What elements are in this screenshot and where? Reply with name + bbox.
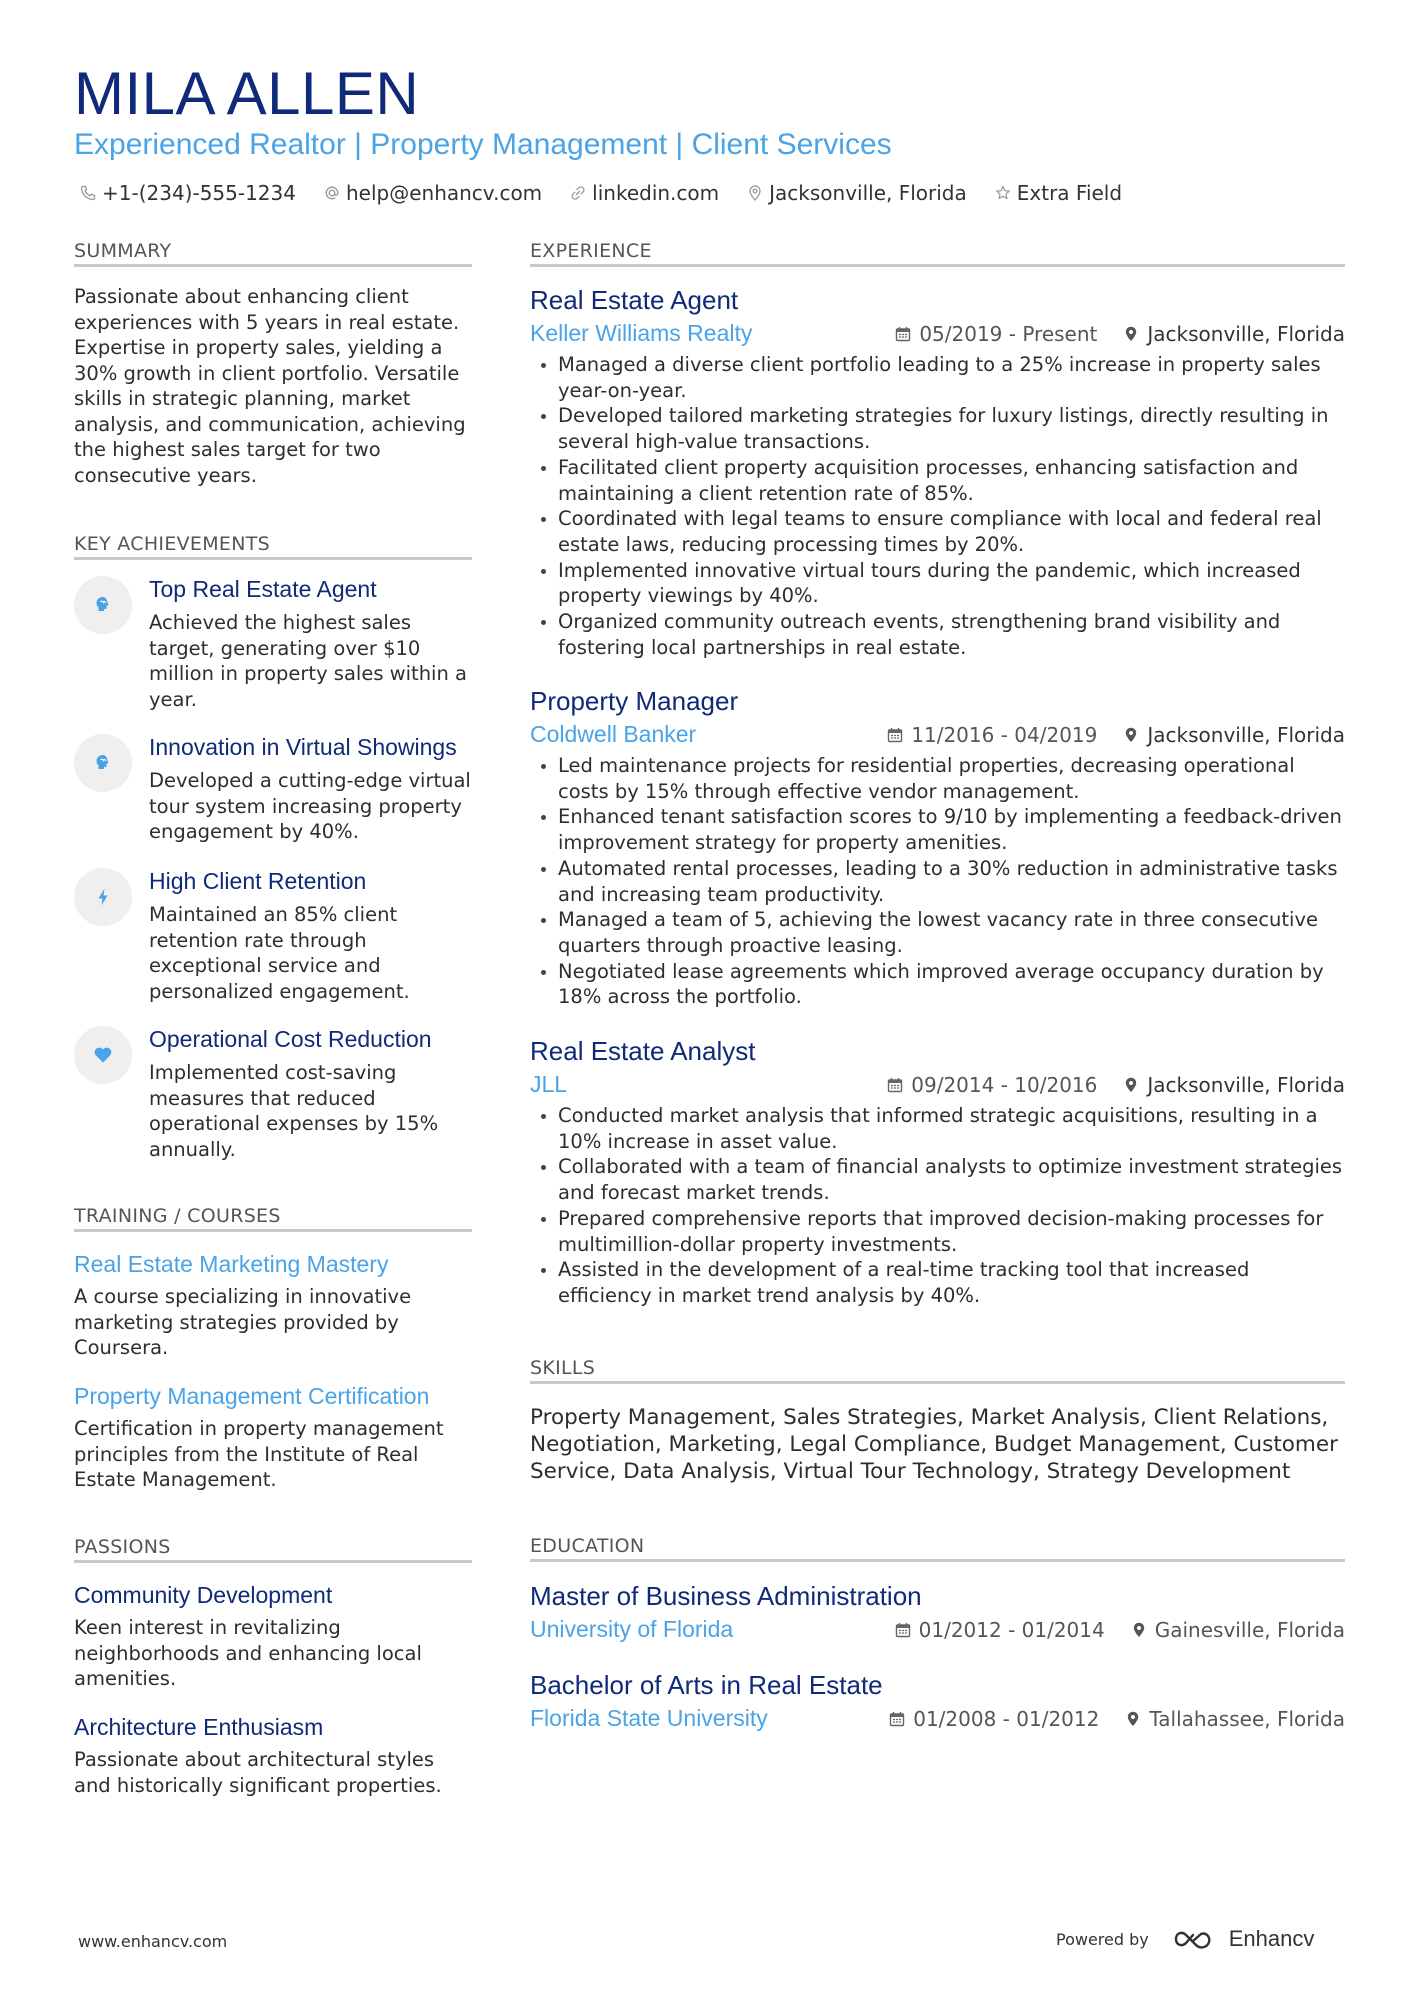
job-bullet: Negotiated lease agreements which improved average occupancy duration by 18% across the portfolio. — [558, 959, 1345, 1010]
education-divider — [530, 1559, 1345, 1562]
education-meta-row — [530, 1616, 1345, 1648]
job-location — [1123, 322, 1345, 346]
contact-location-text: Jacksonville, Florida — [769, 181, 967, 205]
achievement-text: Achieved the highest sales target, generating over $10 million in property sales within a year. — [149, 611, 467, 711]
school-name: Florida State University — [530, 1705, 768, 1731]
education-meta — [895, 1618, 1345, 1642]
job-title: Real Estate Agent — [530, 285, 739, 315]
contact-email[interactable] — [324, 181, 542, 205]
experience-entry — [530, 284, 1345, 660]
candidate-headline: Experienced Realtor | Property Management | Client Services — [74, 128, 892, 161]
contact-extra-text: Extra Field — [1016, 181, 1123, 205]
training-heading: TRAINING / COURSES — [74, 1205, 281, 1227]
job-bullet: Prepared comprehensive reports that improved decision-making processes for multimillion-dollar property investments. — [558, 1206, 1345, 1257]
contact-location — [747, 181, 967, 205]
course-title: Property Management Certification — [74, 1383, 430, 1409]
job-location-text: Jacksonville, Florida — [1147, 322, 1345, 346]
achievement-title: Innovation in Virtual Showings — [149, 734, 457, 760]
phone-icon — [80, 185, 96, 201]
passion-title: Community Development — [74, 1582, 333, 1608]
job-bullet: Facilitated client property acquisition processes, enhancing satisfaction and maintaining a client retention rate of 85%. — [558, 455, 1345, 506]
passion-description: Keen interest in revitalizing neighborhoods and enhancing local amenities. — [74, 1616, 422, 1690]
job-bullets — [530, 352, 1345, 660]
passions-heading: PASSIONS — [74, 1536, 171, 1558]
location-pin-icon — [747, 185, 763, 201]
education-heading: EDUCATION — [530, 1535, 645, 1557]
passions-divider — [74, 1560, 472, 1563]
job-meta — [887, 723, 1345, 747]
calendar-icon — [895, 326, 911, 342]
summary-divider — [74, 264, 472, 267]
achievement-text: Developed a cutting-edge virtual tour system increasing property engagement by 40%. — [149, 769, 471, 843]
job-bullet: Coordinated with legal teams to ensure compliance with local and federal real estate laws, reducing processing times by 20%. — [558, 506, 1345, 557]
achievements-heading: KEY ACHIEVEMENTS — [74, 533, 271, 555]
passion-item — [74, 1714, 474, 1798]
contact-phone-text: +1-(234)-555-1234 — [102, 181, 296, 205]
job-title: Property Manager — [530, 686, 739, 716]
location-pin-icon — [1123, 727, 1139, 743]
calendar-icon — [895, 1622, 911, 1638]
enhancv-logo[interactable] — [1173, 1926, 1315, 1952]
job-bullet: Implemented innovative virtual tours during the pandemic, which increased property viewings by 40%. — [558, 558, 1345, 609]
school-name: University of Florida — [530, 1616, 734, 1642]
contact-bar — [80, 178, 1122, 208]
achievement-icon-bubble — [74, 1026, 132, 1084]
experience-entry — [530, 685, 1345, 1010]
achievement-title: Operational Cost Reduction — [149, 1026, 432, 1052]
heart-icon — [92, 1044, 114, 1066]
location-pin-icon — [1125, 1711, 1141, 1727]
job-meta — [887, 1073, 1345, 1097]
footer-branding — [1056, 1926, 1314, 1952]
link-icon — [570, 185, 586, 201]
calendar-icon — [889, 1711, 905, 1727]
candidate-name: MILA ALLEN — [74, 60, 420, 127]
location-pin-icon — [1123, 326, 1139, 342]
experience-entry — [530, 1035, 1345, 1309]
skills-heading: SKILLS — [530, 1357, 596, 1379]
job-bullet: Collaborated with a team of financial analysts to optimize investment strategies and forecast market trends. — [558, 1154, 1345, 1205]
degree-title: Bachelor of Arts in Real Estate — [530, 1670, 883, 1700]
education-dates — [889, 1707, 1099, 1731]
job-bullet: Conducted market analysis that informed strategic acquisitions, resulting in a 10% increase in asset value. — [558, 1103, 1345, 1154]
job-bullet: Developed tailored marketing strategies for luxury listings, directly resulting in several high-value transactions. — [558, 403, 1345, 454]
achievement-icon-bubble — [74, 868, 132, 926]
contact-extra — [995, 181, 1122, 205]
contact-email-text: help@enhancv.com — [345, 181, 543, 205]
job-bullet: Organized community outreach events, strengthening brand visibility and fostering local partnerships in real estate. — [558, 609, 1345, 660]
enhancv-logo-icon — [1173, 1927, 1219, 1951]
company-name: Coldwell Banker — [530, 721, 697, 747]
location-pin-icon — [1131, 1622, 1147, 1638]
achievement-title: High Client Retention — [149, 868, 367, 894]
achievements-divider — [74, 557, 472, 560]
brand-name: Enhancv — [1228, 1926, 1315, 1951]
job-meta — [895, 322, 1345, 346]
achievement-title: Top Real Estate Agent — [149, 576, 377, 602]
experience-divider — [530, 264, 1345, 267]
education-location-text: Gainesville, Florida — [1154, 1618, 1345, 1642]
education-entry — [530, 1580, 1345, 1648]
job-meta-row — [530, 721, 1345, 753]
course-item — [74, 1251, 474, 1361]
brain-icon — [92, 752, 114, 774]
education-meta — [889, 1707, 1345, 1731]
calendar-icon — [887, 1077, 903, 1093]
job-dates — [887, 723, 1097, 747]
location-pin-icon — [1123, 1077, 1139, 1093]
job-dates — [887, 1073, 1097, 1097]
course-description: A course specializing in innovative marketing strategies provided by Coursera. — [74, 1285, 412, 1359]
achievement-icon-bubble — [74, 734, 132, 792]
passion-title: Architecture Enthusiasm — [74, 1714, 324, 1740]
contact-linkedin[interactable] — [570, 181, 719, 205]
achievement-text: Implemented cost-saving measures that reduced operational expenses by 15% annually. — [149, 1061, 439, 1161]
job-meta-row — [530, 320, 1345, 352]
job-location-text: Jacksonville, Florida — [1147, 1073, 1345, 1097]
job-title: Real Estate Analyst — [530, 1036, 756, 1066]
at-icon — [324, 185, 340, 201]
company-name: JLL — [530, 1071, 568, 1097]
achievement-text: Maintained an 85% client retention rate through exceptional service and personalized engagement. — [149, 903, 410, 1003]
job-location — [1123, 1073, 1345, 1097]
course-item — [74, 1383, 474, 1493]
education-dates-text: 01/2008 - 01/2012 — [913, 1707, 1100, 1731]
bolt-icon — [92, 886, 114, 908]
skills-list: Property Management, Sales Strategies, Market Analysis, Client Relations, Negotiation, Marketing, Legal Compliance, Budget Management, Customer Service, Data Analysis, Virtual Tour Technology, Strategy Development — [530, 1405, 1338, 1484]
summary-text: Passionate about enhancing client experiences with 5 years in real estate. Expertise in property sales, yielding a 30% growth in client portfolio. Versatile skills in strategic planning, market analysis, and communication, achieving the highest sales target for two consecutive years. — [74, 285, 466, 487]
star-icon — [995, 185, 1011, 201]
job-bullet: Managed a diverse client portfolio leading to a 25% increase in property sales year-on-year. — [558, 352, 1345, 403]
company-name: Keller Williams Realty — [530, 320, 753, 346]
job-dates-text: 09/2014 - 10/2016 — [911, 1073, 1098, 1097]
job-location — [1123, 723, 1345, 747]
powered-by-label: Powered by — [1056, 1929, 1149, 1949]
course-title: Real Estate Marketing Mastery — [74, 1251, 389, 1277]
achievement-icon-bubble — [74, 576, 132, 634]
job-meta-row — [530, 1071, 1345, 1103]
education-location — [1125, 1707, 1345, 1731]
job-bullet: Assisted in the development of a real-time tracking tool that increased efficiency in market trend analysis by 40%. — [558, 1257, 1345, 1308]
job-bullets — [530, 753, 1345, 1010]
job-dates — [895, 322, 1097, 346]
education-meta-row — [530, 1705, 1345, 1737]
job-dates-text: 05/2019 - Present — [919, 322, 1098, 346]
brain-icon — [92, 594, 114, 616]
skills-divider — [530, 1381, 1345, 1384]
education-entry — [530, 1669, 1345, 1737]
education-dates-text: 01/2012 - 01/2014 — [918, 1618, 1105, 1642]
summary-heading: SUMMARY — [74, 240, 172, 262]
passion-description: Passionate about architectural styles and historically significant properties. — [74, 1748, 442, 1797]
job-bullet: Automated rental processes, leading to a 30% reduction in administrative tasks and increasing team productivity. — [558, 856, 1345, 907]
job-location-text: Jacksonville, Florida — [1147, 723, 1345, 747]
education-dates — [895, 1618, 1105, 1642]
training-divider — [74, 1229, 472, 1232]
experience-heading: EXPERIENCE — [530, 240, 652, 262]
job-bullets — [530, 1103, 1345, 1309]
course-description: Certification in property management principles from the Institute of Real Estate Management. — [74, 1417, 444, 1491]
job-bullet: Enhanced tenant satisfaction scores to 9/10 by implementing a feedback-driven improvement strategy for property amenities. — [558, 804, 1345, 855]
education-location — [1131, 1618, 1345, 1642]
degree-title: Master of Business Administration — [530, 1581, 922, 1611]
footer-website[interactable]: www.enhancv.com — [78, 1932, 228, 1951]
contact-phone[interactable] — [80, 181, 296, 205]
calendar-icon — [887, 727, 903, 743]
job-bullet: Led maintenance projects for residential properties, decreasing operational costs by 15% through effective vendor management. — [558, 753, 1345, 804]
job-bullet: Managed a team of 5, achieving the lowest vacancy rate in three consecutive quarters through proactive leasing. — [558, 907, 1345, 958]
education-location-text: Tallahassee, Florida — [1149, 1707, 1345, 1731]
passion-item — [74, 1582, 474, 1692]
contact-linkedin-text: linkedin.com — [592, 181, 720, 205]
job-dates-text: 11/2016 - 04/2019 — [911, 723, 1098, 747]
